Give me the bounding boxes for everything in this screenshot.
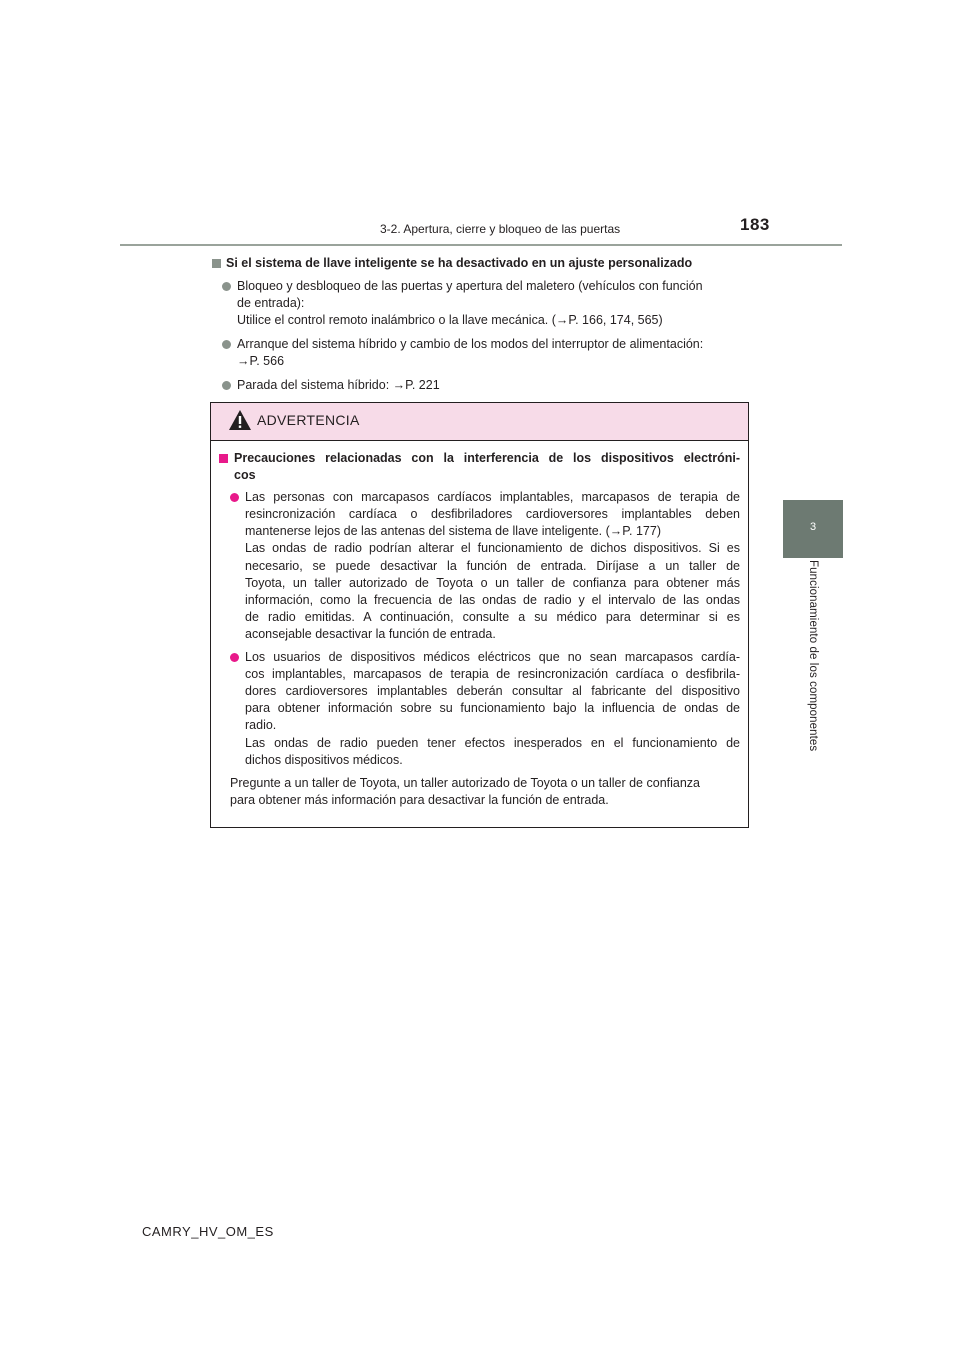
warning-line: Las personas con marcapasos cardíacos implantables, marcapasos de terapia de [245, 490, 740, 505]
bullet-item [222, 278, 753, 329]
section-heading-text: Si el sistema de llave inteligente se ha desactivado en un ajuste personalizado [226, 256, 693, 270]
warning-line: aconsejable desactivar la función de entrada. [245, 626, 496, 641]
warning-line: dichos dispositivos médicos. [245, 752, 403, 767]
circle-bullet-icon [222, 381, 231, 390]
warning-line: para obtener información sobre su funcionamiento bajo la influencia de ondas de [245, 701, 740, 716]
section-content [210, 255, 753, 401]
bullet-text [237, 336, 753, 370]
header-section-title: 3-2. Apertura, cierre y bloqueo de las puertas [380, 222, 621, 236]
bullet-text [237, 278, 753, 329]
circle-bullet-icon [222, 340, 231, 349]
bullet-line: Parada del sistema híbrido: →P. 221 [237, 378, 440, 392]
header-rule [120, 244, 842, 246]
bullet-line: Utilice el control remoto inalámbrico o la llave mecánica. (→P. 166, 174, 565) [237, 313, 663, 327]
warning-line: Las ondas de radio pueden tener efectos inesperados en el funcionamiento de [245, 735, 740, 750]
bullet-item [222, 377, 753, 394]
warning-line: Toyota, un taller autorizado de Toyota o un taller de confianza para obtener más [245, 575, 740, 590]
warning-line: radio. [245, 718, 277, 733]
warning-line: cos implantables, marcapasos de terapia de resincronización cardíaca o desfibrila- [245, 667, 740, 682]
warning-line: resincronización cardíaca o desfibriladores cardioversores implantables deben [245, 507, 740, 522]
warning-line: mantenerse lejos de las antenas del sistema de llave inteligente. (→P. 177) [245, 524, 661, 539]
bullet-line: →P. 566 [237, 354, 285, 368]
circle-bullet-icon [230, 653, 239, 662]
warning-line: necesario, se puede desactivar la función de entrada. Diríjase a un taller de [245, 558, 740, 573]
circle-bullet-icon [230, 493, 239, 502]
square-bullet-icon [219, 454, 228, 463]
warning-line: de radio emitidas. A continuación, consulte a su médico para determinar si es [245, 609, 740, 624]
bullet-item [222, 336, 753, 370]
warning-bullet-text [245, 649, 740, 769]
bullet-text [237, 377, 753, 394]
warning-box [210, 402, 749, 828]
page-number: 183 [740, 215, 770, 234]
warning-header [211, 403, 748, 441]
warning-bullet [230, 489, 740, 643]
warning-line: dores cardioversores implantables deberán consultar al fabricante del dispositivo [245, 684, 740, 699]
footer-doc-code: CAMRY_HV_OM_ES [142, 1224, 274, 1239]
bullet-line: de entrada): [237, 296, 305, 310]
warning-bullet [230, 649, 740, 769]
chapter-title-text: Funcionamiento de los componentes [807, 560, 819, 752]
warning-line: Los usuarios de dispositivos médicos eléctricos que no sean marcapasos cardía- [245, 650, 740, 665]
warning-triangle-icon [228, 409, 252, 431]
warning-heading [219, 450, 740, 484]
section-heading [210, 255, 753, 272]
warning-closing [230, 775, 740, 809]
warning-closing-line: Pregunte a un taller de Toyota, un taller autorizado de Toyota o un taller de confianza [230, 775, 700, 790]
warning-title: ADVERTENCIA [257, 412, 360, 428]
bullet-line: Bloqueo y desbloqueo de las puertas y apertura del maletero (vehículos con función [237, 279, 703, 293]
circle-bullet-icon [222, 282, 231, 291]
chapter-tab: 3 [783, 500, 843, 558]
bullet-line: Arranque del sistema híbrido y cambio de los modos del interruptor de alimentación: [237, 337, 704, 351]
square-bullet-icon [212, 259, 221, 268]
warning-line: información, como la frecuencia de las ondas de radio y el intervalo de las ondas [245, 592, 740, 607]
warning-heading-line: Precauciones relacionadas con la interferencia de los dispositivos electróni- [234, 451, 740, 465]
warning-heading-line: cos [234, 468, 256, 483]
warning-closing-line: para obtener más información para desactivar la función de entrada. [230, 792, 609, 807]
warning-line: Las ondas de radio podrían alterar el funcionamiento de dichos dispositivos. Si es [245, 541, 740, 556]
chapter-title-vertical [783, 560, 843, 780]
warning-bullet-text [245, 489, 740, 643]
warning-body [211, 441, 748, 809]
